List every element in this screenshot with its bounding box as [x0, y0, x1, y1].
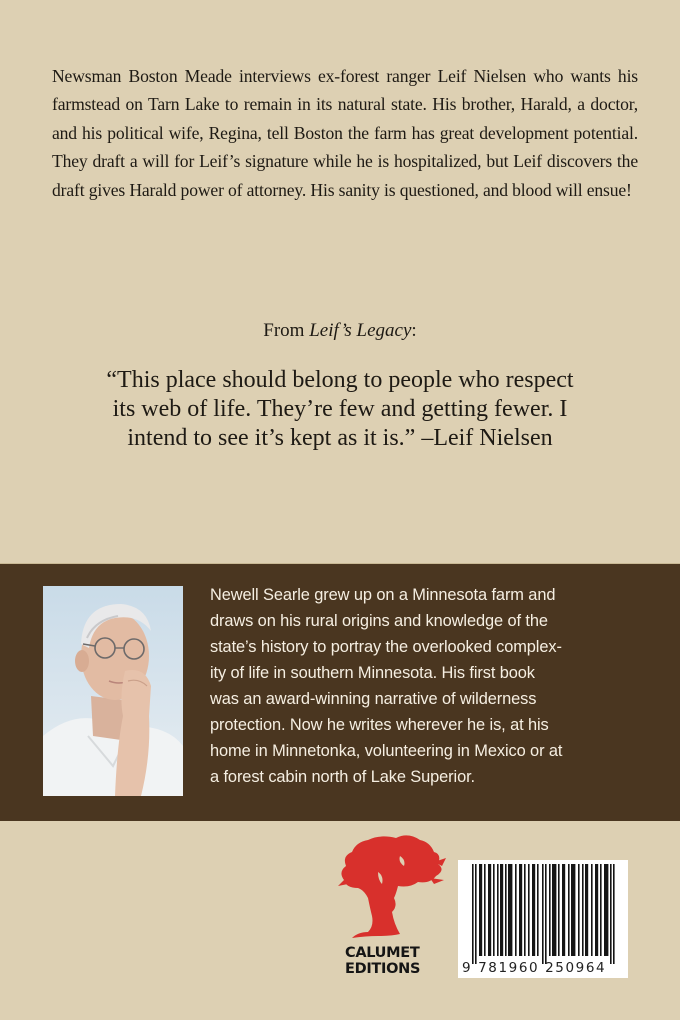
portrait-icon: [43, 586, 183, 796]
synopsis-text: Newsman Boston Meade interviews ex-forest ranger Leif Nielsen who wants his farmstead on Tarn Lake to remain in its natural state. His brother, Harald, a doctor, and his political wife, Regina, tell Boston the farm has great development potential. They draft a will for Leif’s signature while he is hospitalized, but Leif discovers the draft gives Harald power of attorney. His sanity is questioned, and blood will ensue!: [52, 66, 638, 200]
synopsis: [52, 62, 638, 204]
isbn-barcode: [458, 860, 628, 978]
excerpt-quote: “This place should belong to people who respect its web of life. They’re few and getting fewer. I intend to see it’s kept as it is.” –Leif Nielsen: [106, 367, 574, 451]
isbn-number: 9 781960 250964: [462, 960, 607, 976]
excerpt-source: From Leif’s Legacy:: [263, 320, 417, 341]
tree-icon: [338, 832, 448, 942]
author-photo: [43, 586, 183, 796]
publisher-name: CALUMET EDITIONS: [345, 945, 421, 977]
book-title: Leif’s Legacy: [309, 320, 412, 341]
author-bio: Newell Searle grew up on a Minnesota farm and draws on his rural origins and knowledge of the state’s history to portray the overlooked complex- ity of life in southern Minnesota. His first book was an award-winning narrative of wilderness protection. Now he writes wherever he is, at his home in Minnetonka, volunteering in Mexico or at a forest cabin north of Lake Superior.: [210, 586, 563, 786]
barcode-icon: [458, 860, 628, 964]
